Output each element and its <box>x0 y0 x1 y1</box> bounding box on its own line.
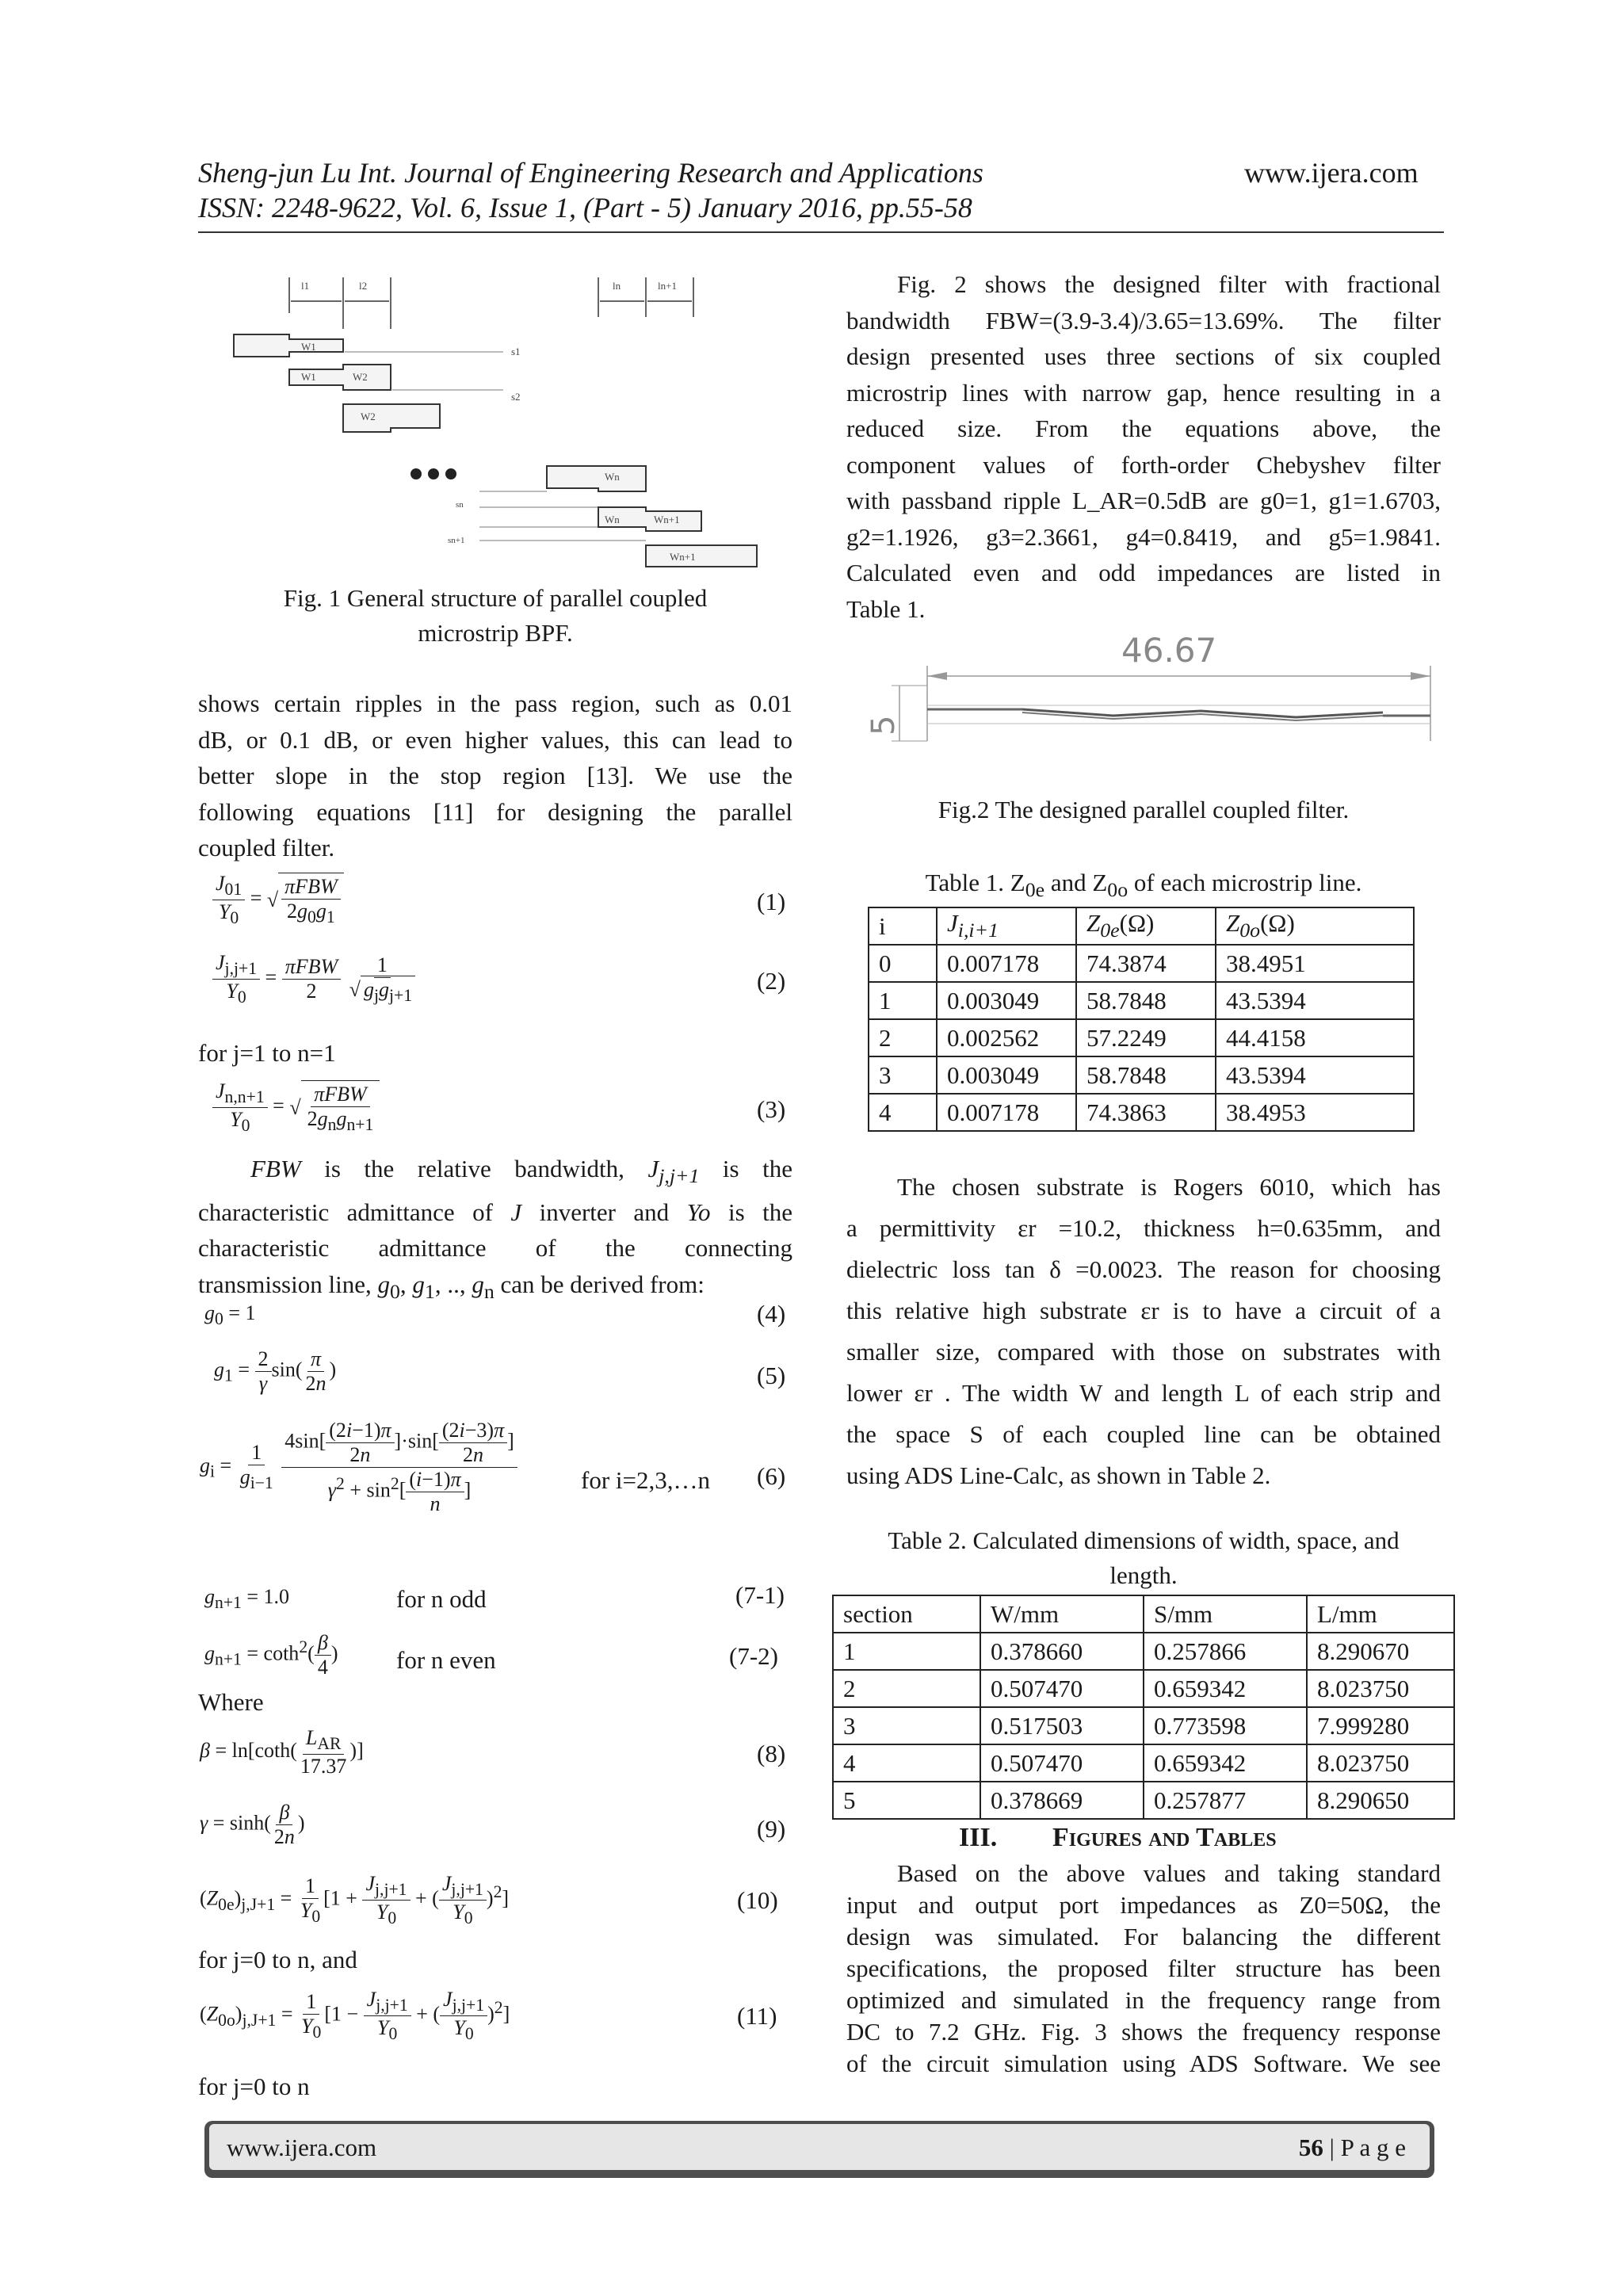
equation-10: $(Z_{0e})_{j,J+1}$ = $\frac{1}{Y_0}$ [1 + $\frac{J_{j,j+1}}{Y_0}$ + ( $\frac{J_{j,j+1}}{Y_0}$ )$^2$] <box>200 1872 510 1928</box>
running-header-title: Sheng-jun Lu Int. Journal of Engineering Research and Applications <box>198 157 983 189</box>
for-j-1-to-n: for j=1 to n=1 <box>198 1039 336 1067</box>
fig1-label-sn: sn <box>456 500 464 510</box>
fig1-label-wn1-a: Wn+1 <box>654 514 680 525</box>
page-footer <box>204 2121 1434 2178</box>
fig1-label-w1b: W1 <box>301 371 316 383</box>
fig1-caption-l1: Fig. 1 General structure of parallel coupled <box>283 584 708 612</box>
fig1-label-wn1-b: Wn+1 <box>670 551 696 563</box>
equation-4: $g_0 = 1$ <box>204 1301 256 1329</box>
header-website[interactable]: www.ijera.com <box>1244 157 1419 189</box>
fig2-dimension-width: 5 <box>865 715 902 735</box>
table-row: 3 0.003049 58.7848 43.5394 <box>869 1056 1414 1094</box>
fig2-diagram <box>852 630 1438 769</box>
eq-number-3: (3) <box>757 1095 786 1123</box>
equation-2: $\frac{J_{j,j+1}}{Y_0}$ = $\frac{\text{πFBW}}{2}$ $\frac{1}{√ g_jg_{j+1}}$ <box>212 951 418 1007</box>
left-paragraph-fbw: FBW is the relative bandwidth, $J_{j,j+1}$ is the characteristic admittance of J inverter and Yo is the characteristic admittance of the connecting transmission line, $g_0$, $g_1$, .., $g_n$ can be derived from: <box>198 1155 792 1303</box>
equation-7-1: $g_{n+1} = 1.0$ <box>204 1585 290 1613</box>
eq-number-4: (4) <box>757 1300 786 1328</box>
left-paragraph-1: shows certain ripples in the pass region, such as 0.01 dB, or 0.1 dB, or even higher values, this can lead to better slope in the stop region [13]. We use the following equations [11] for designing the parallel coupled filter. <box>198 690 792 861</box>
fig1-label-l1: l1 <box>301 280 310 292</box>
right-paragraph-3: Based on the above values and taking standard input and output port impedances as Z0=50Ω, the design was simulated. For balancing the different specifications, the proposed filter structure has been optimized and simulated in the frequency range from DC to 7.2 GHz. Fig. 3 shows the frequency response of the circuit simulation using ADS Software. We see <box>846 1859 1441 2077</box>
footer-website[interactable]: www.ijera.com <box>227 2134 377 2161</box>
for-i-2-to-n: for i=2,3,…n <box>581 1466 710 1494</box>
fig1-label-wn-a: Wn <box>605 471 620 483</box>
fig1-label-w2b: W2 <box>361 411 376 422</box>
fig1-label-sn1: sn+1 <box>448 536 465 545</box>
eq-number-2: (2) <box>757 967 786 995</box>
table-row: 5 0.378669 0.257877 8.290650 <box>833 1782 1454 1819</box>
fig1-caption-l2: microstrip BPF. <box>418 619 573 647</box>
equation-1: $\frac{J_{01}}{Y_0}$ = √ $\frac{\text{πFBW}}{2g_0g_1}$ <box>212 872 344 928</box>
section-heading-title: Figures and Tables <box>1052 1823 1277 1852</box>
equation-3: $\frac{J_{n,n+1}}{Y_0}$ = √ $\frac{\text{πFBW}}{2g_ng_{n+1}}$ <box>212 1079 380 1136</box>
equation-8: β = ln[coth( $\frac{L_{AR}}{17.37}$ )] <box>200 1726 364 1778</box>
footer-page-number: 56 | P a g e <box>1298 2134 1406 2161</box>
header-rule <box>198 231 1444 233</box>
where-label: Where <box>198 1688 264 1716</box>
table1-header-row: i $J_{i,i+1}$ $Z_{0e}(\Omega)$ $Z_{0o}(\Omega)$ <box>869 907 1414 945</box>
fig1-label-s1: s1 <box>511 346 521 357</box>
eq-number-7-1: (7-1) <box>735 1581 785 1609</box>
table-row: 1 0.003049 58.7848 43.5394 <box>869 982 1414 1019</box>
equation-11: $(Z_{0o})_{j,J+1}$ = $\frac{1}{Y_0}$ [1 − $\frac{J_{j,j+1}}{Y_0}$ + ( $\frac{J_{j,j+1}}{Y_0}$ )$^2$] <box>200 1988 510 2044</box>
table2-caption-l1: Table 2. Calculated dimensions of width, space, and <box>888 1526 1400 1554</box>
eq-number-11: (11) <box>737 2002 777 2030</box>
table1 <box>868 907 1415 1132</box>
eq-number-10: (10) <box>737 1886 778 1914</box>
equation-6: $g_i$ = $\frac{1}{g_{i-1}}$ 4sin[ $\frac{(2i-1)\pi}{2n}$ ]·sin[ $\frac{(2i-3)\pi}{2n}$ ] $\gamma^2 + \sin^2$[ $\frac{(i-1)\pi}{n}$ ] <box>200 1419 517 1516</box>
for-j-0-to-n: for j=0 to n <box>198 2073 310 2100</box>
eq-number-6: (6) <box>757 1462 786 1490</box>
right-paragraph-2: The chosen substrate is Rogers 6010, which has a permittivity εr =10.2, thickness h=0.635mm, and dielectric loss tan δ =0.0023. The reason for choosing this relative high substrate εr is to have a circuit of a smaller size, compared with those on substrates with lower εr . The width W and length L of each strip and the space S of each coupled line can be obtained using ADS Line-Calc, as shown in Table 2. <box>846 1173 1441 1489</box>
fig1-label-w2a: W2 <box>353 371 368 383</box>
fig1-label-l2: l2 <box>359 280 368 292</box>
equation-5: $g_1$ = $\frac{2}{\gamma}$ sin( $\frac{\pi}{2n}$ ) <box>214 1347 337 1395</box>
equation-9: γ = sinh( $\frac{\beta}{2n}$ ) <box>200 1801 305 1848</box>
fig1-label-ln: ln <box>613 280 621 292</box>
equation-7-2: $g_{n+1} = \cot h^2$( $\frac{\beta}{4}$ ) <box>204 1631 338 1679</box>
for-j-0-to-n-and: for j=0 to n, and <box>198 1946 357 1973</box>
table2-header-row: section W/mm S/mm L/mm <box>833 1595 1454 1633</box>
table-row: 0 0.007178 74.3874 38.4951 <box>869 945 1414 982</box>
table2-caption-l2: length. <box>1109 1561 1178 1589</box>
table-row: 2 0.507470 0.659342 8.023750 <box>833 1670 1454 1707</box>
table-row: 3 0.517503 0.773598 7.999280 <box>833 1707 1454 1744</box>
table-row: 4 0.007178 74.3863 38.4953 <box>869 1094 1414 1131</box>
fig1-label-ln1: ln+1 <box>658 280 677 292</box>
fig1-label-wn-b: Wn <box>605 514 620 525</box>
fig1-label-s2: s2 <box>511 391 521 403</box>
for-n-odd: for n odd <box>396 1585 487 1613</box>
eq-number-9: (9) <box>757 1815 786 1843</box>
fig2-caption: Fig.2 The designed parallel coupled filter. <box>938 796 1350 823</box>
fig2-dimension-length: 46.67 <box>1121 631 1217 670</box>
table-row: 4 0.507470 0.659342 8.023750 <box>833 1744 1454 1782</box>
section-heading-number: III. <box>959 1823 998 1852</box>
right-paragraph-1: Fig. 2 shows the designed filter with fractional bandwidth FBW=(3.9-3.4)/3.65=13.69%. The filter design presented uses three sections of six coupled microstrip lines with narrow gap, hence resulting in a reduced size. From the equations above, the component values of forth-order Chebyshev filter with passband ripple L_AR=0.5dB are g0=1, g1=1.6703, g2=1.1926, g3=2.3661, g4=0.8419, and g5=1.9841. Calculated even and odd impedances are listed in Table 1. <box>846 270 1441 623</box>
table2 <box>832 1595 1455 1820</box>
table-row: 1 0.378660 0.257866 8.290670 <box>833 1633 1454 1670</box>
eq-number-1: (1) <box>757 888 786 915</box>
eq-number-7-2: (7-2) <box>729 1642 778 1670</box>
table1-caption: Table 1. $Z_{0e}$ and $Z_{0o}$ of each microstrip line. <box>925 869 1362 902</box>
fig1-label-w1a: W1 <box>301 341 316 353</box>
eq-number-5: (5) <box>757 1362 786 1389</box>
fig1-diagram <box>226 269 781 579</box>
running-header-issn: ISSN: 2248-9622, Vol. 6, Issue 1, (Part - 5) January 2016, pp.55-58 <box>198 192 972 223</box>
for-n-even: for n even <box>396 1646 496 1674</box>
eq-number-8: (8) <box>757 1740 786 1767</box>
table-row: 2 0.002562 57.2249 44.4158 <box>869 1019 1414 1056</box>
